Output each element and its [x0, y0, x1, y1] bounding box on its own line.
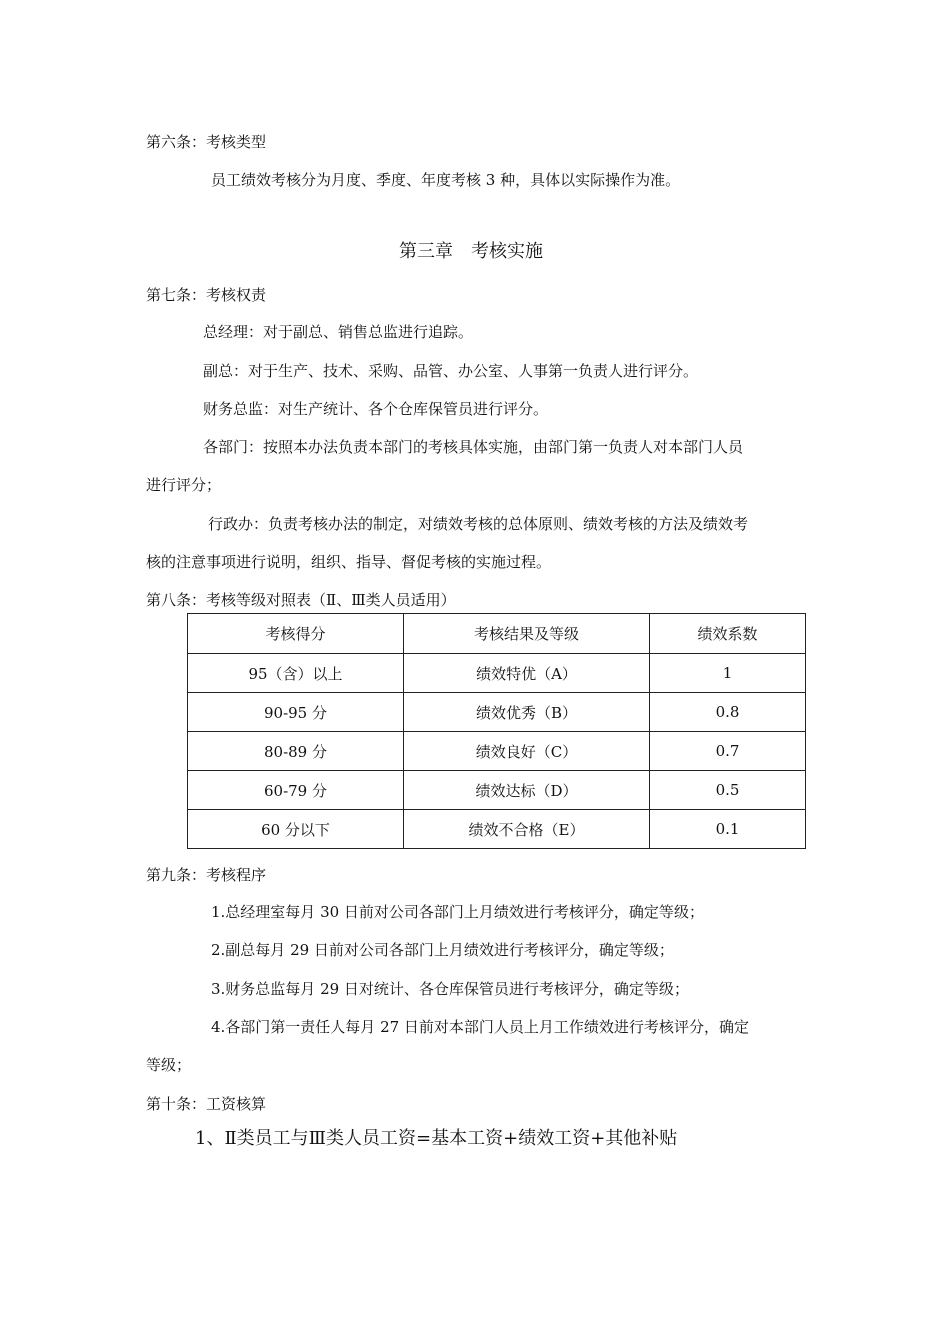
article7-admin-line2: 核的注意事项进行说明，组织、指导、督促考核的实施过程。 — [146, 553, 552, 571]
article6-heading: 第六条：考核类型 — [146, 133, 267, 151]
article7-admin-line1: 行政办：负责考核办法的制定，对绩效考核的总体原则、绩效考核的方法及绩效考 — [208, 515, 749, 533]
table-cell: 绩效优秀（B） — [404, 693, 650, 732]
article7-item-cfo: 财务总监：对生产统计、各个仓库保管员进行评分。 — [203, 400, 549, 418]
table-cell: 0.1 — [650, 810, 806, 849]
article7-dept-line2: 进行评分； — [146, 476, 222, 494]
chapter-title: 第三章 考核实施 — [399, 241, 543, 262]
article9-heading: 第九条：考核程序 — [146, 866, 267, 884]
article9-item-1: 1.总经理室每月 30 日前对公司各部门上月绩效进行考核评分，确定等级； — [211, 903, 704, 921]
table-row — [188, 654, 806, 693]
table-cell: 绩效不合格（E） — [404, 810, 650, 849]
table-cell: 60 分以下 — [188, 810, 404, 849]
table-cell: 60-79 分 — [188, 771, 404, 810]
article7-dept-line1: 各部门：按照本办法负责本部门的考核具体实施，由部门第一负责人对本部门人员 — [203, 438, 744, 456]
article8-heading: 第八条：考核等级对照表（Ⅱ、Ⅲ类人员适用） — [146, 591, 456, 609]
table-cell: 1 — [650, 654, 806, 693]
column-header: 绩效系数 — [650, 614, 806, 654]
table-row — [188, 810, 806, 849]
table-cell: 0.8 — [650, 693, 806, 732]
article9-item-2: 2.副总每月 29 日前对公司各部门上月绩效进行考核评分，确定等级； — [211, 941, 674, 959]
table-cell: 95（含）以上 — [188, 654, 404, 693]
table-cell: 0.5 — [650, 771, 806, 810]
article9-item-3: 3.财务总监每月 29 日对统计、各仓库保管员进行考核评分，确定等级； — [211, 980, 689, 998]
article10-item-1: 1、Ⅱ类员工与Ⅲ类人员工资=基本工资+绩效工资+其他补贴 — [195, 1128, 678, 1149]
table-cell: 绩效特优（A） — [404, 654, 650, 693]
article10-heading: 第十条：工资核算 — [146, 1095, 267, 1113]
article7-heading: 第七条：考核权责 — [146, 286, 267, 304]
table-row — [188, 732, 806, 771]
table-row — [188, 693, 806, 732]
column-header: 考核结果及等级 — [404, 614, 650, 654]
article6-body: 员工绩效考核分为月度、季度、年度考核 3 种，具体以实际操作为准。 — [211, 171, 681, 189]
table-row — [188, 771, 806, 810]
article9-item-4-line1: 4.各部门第一责任人每月 27 日前对本部门人员上月工作绩效进行考核评分，确定 — [211, 1018, 749, 1036]
table-cell: 80-89 分 — [188, 732, 404, 771]
article7-item-gm: 总经理：对于副总、销售总监进行追踪。 — [203, 323, 474, 341]
article9-item-4-line2: 等级； — [146, 1056, 192, 1074]
table-cell: 90-95 分 — [188, 693, 404, 732]
table-cell: 0.7 — [650, 732, 806, 771]
table-cell: 绩效良好（C） — [404, 732, 650, 771]
table-header-row — [188, 614, 806, 654]
table-cell: 绩效达标（D） — [404, 771, 650, 810]
article7-item-vp: 副总：对于生产、技术、采购、品管、办公室、人事第一负责人进行评分。 — [203, 362, 699, 380]
column-header: 考核得分 — [188, 614, 404, 654]
grade-table — [187, 613, 806, 849]
